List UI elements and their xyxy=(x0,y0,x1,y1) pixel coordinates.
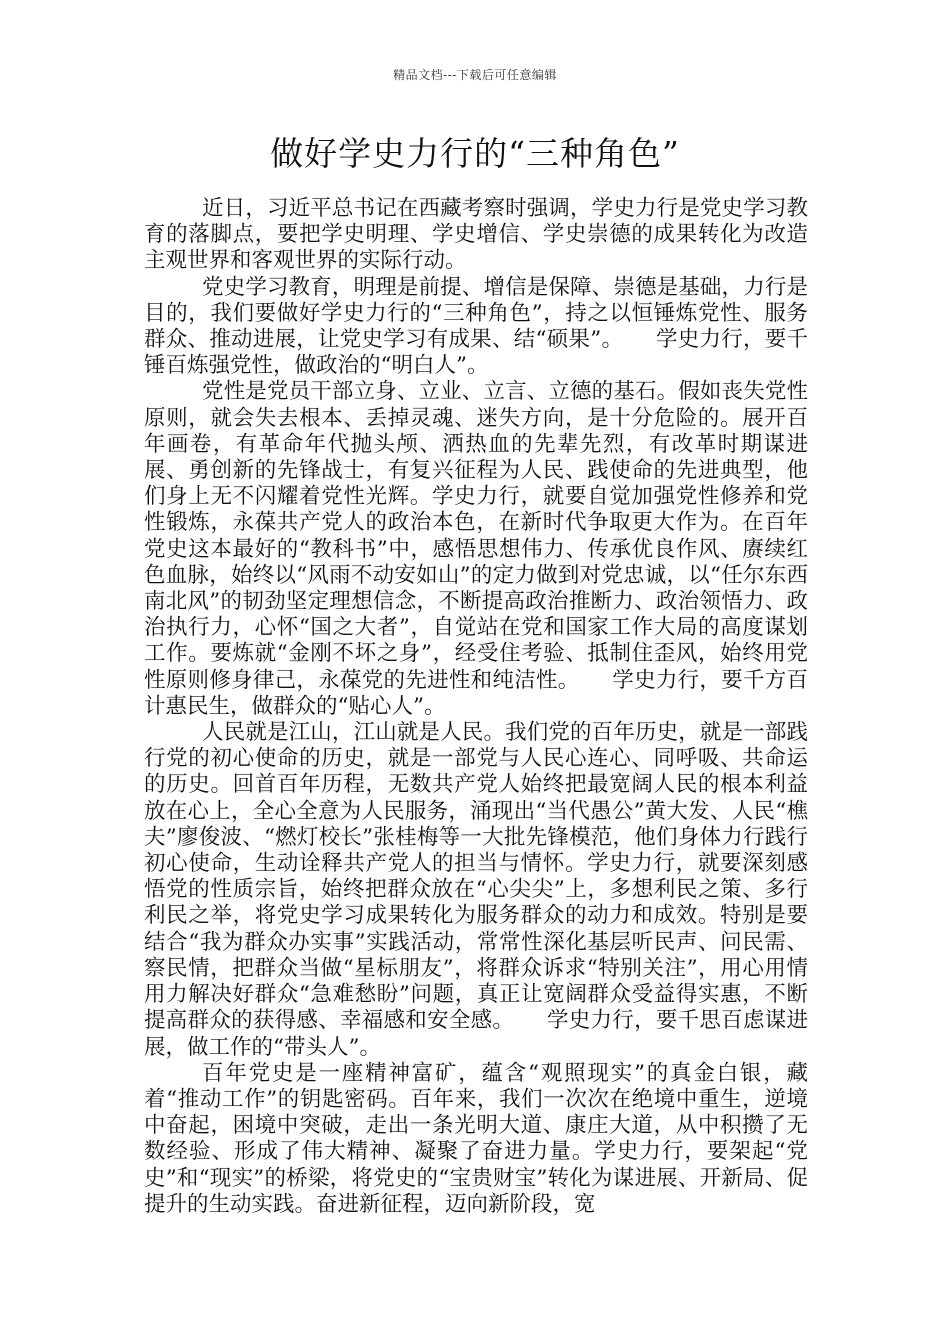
paragraph-4: 人民就是江山，江山就是人民。我们党的百年历史，就是一部践行党的初心使命的历史，就是一部党与人民心连心、同呼吸、共命运的历史。回首百年历程，无数共产党人始终把最宽阔人民的根本利益放在心上，全心全意为人民服务，涌现出“当代愚公”黄大发、人民“樵夫”廖俊波、“燃灯校长”张桂梅等一大批先锋模范，他们身体力行践行初心使命，生动诠释共产党人的担当与情怀。学史力行，就要深刻感悟党的性质宗旨，始终把群众放在“心尖尖”上，多想利民之策、多行利民之举，将党史学习成果转化为服务群众的动力和成效。特别是要结合“我为群众办实事”实践活动，常常性深化基层听民声、问民需、察民情，把群众当做“星标朋友”，将群众诉求“特别关注”，用心用情用力解决好群众“急难愁盼”问题，真正让宽阔群众受益得实惠，不断提高群众的获得感、幸福感和安全感。 学史力行，要千思百虑谋进展，做工作的“带头人”。 xyxy=(144,720,808,1060)
paragraph-2: 党史学习教育，明理是前提、增信是保障、崇德是基础，力行是目的，我们要做好学史力行的“三种角色”，持之以恒锤炼党性、服务群众、推动进展，让党史学习有成果、结“硕果”。 学史力行，要千锤百炼强党性，做政治的“明白人”。 xyxy=(144,274,808,379)
document-title: 做好学史力行的“三种角色” xyxy=(270,134,680,173)
paragraph-5: 百年党史是一座精神富矿，蕴含“观照现实”的真金白银，藏着“推动工作”的钥匙密码。百年来，我们一次次在绝境中重生，逆境中奋起，困境中突破，走出一条光明大道、康庄大道，从中积攒了无数经验、形成了伟大精神、凝聚了奋进力量。学史力行，要架起“党史”和“现实”的桥梁，将党史的“宝贵财宝”转化为谋进展、开新局、促提升的生动实践。奋进新征程，迈向新阶段，宽 xyxy=(144,1060,808,1217)
document-body xyxy=(144,196,808,1218)
page-header: 精品文档---下载后可任意编辑 xyxy=(393,68,557,82)
paragraph-1: 近日，习近平总书记在西藏考察时强调，学史力行是党史学习教育的落脚点，要把学史明理、学史增信、学史崇德的成果转化为改造主观世界和客观世界的实际行动。 xyxy=(144,196,808,274)
paragraph-3: 党性是党员干部立身、立业、立言、立德的基石。假如丧失党性原则，就会失去根本、丢掉灵魂、迷失方向，是十分危险的。展开百年画卷，有革命年代抛头颅、洒热血的先辈先烈，有改革时期谋进展、勇创新的先锋战士，有复兴征程为人民、践使命的先进典型，他们身上无不闪耀着党性光辉。学史力行，就要自觉加强党性修养和党性锻炼，永葆共产党人的政治本色，在新时代争取更大作为。在百年党史这本最好的“教科书”中，感悟思想伟力、传承优良作风、赓续红色血脉，始终以“风雨不动安如山”的定力做到对党忠诚，以“任尔东西南北风”的韧劲坚定理想信念，不断提高政治推断力、政治领悟力、政治执行力，心怀“国之大者”，自觉站在党和国家工作大局的高度谋划工作。要炼就“金刚不坏之身”，经受住考验、抵制住歪风，始终用党性原则修身律己，永葆党的先进性和纯洁性。 学史力行，要千方百计惠民生，做群众的“贴心人”。 xyxy=(144,379,808,719)
